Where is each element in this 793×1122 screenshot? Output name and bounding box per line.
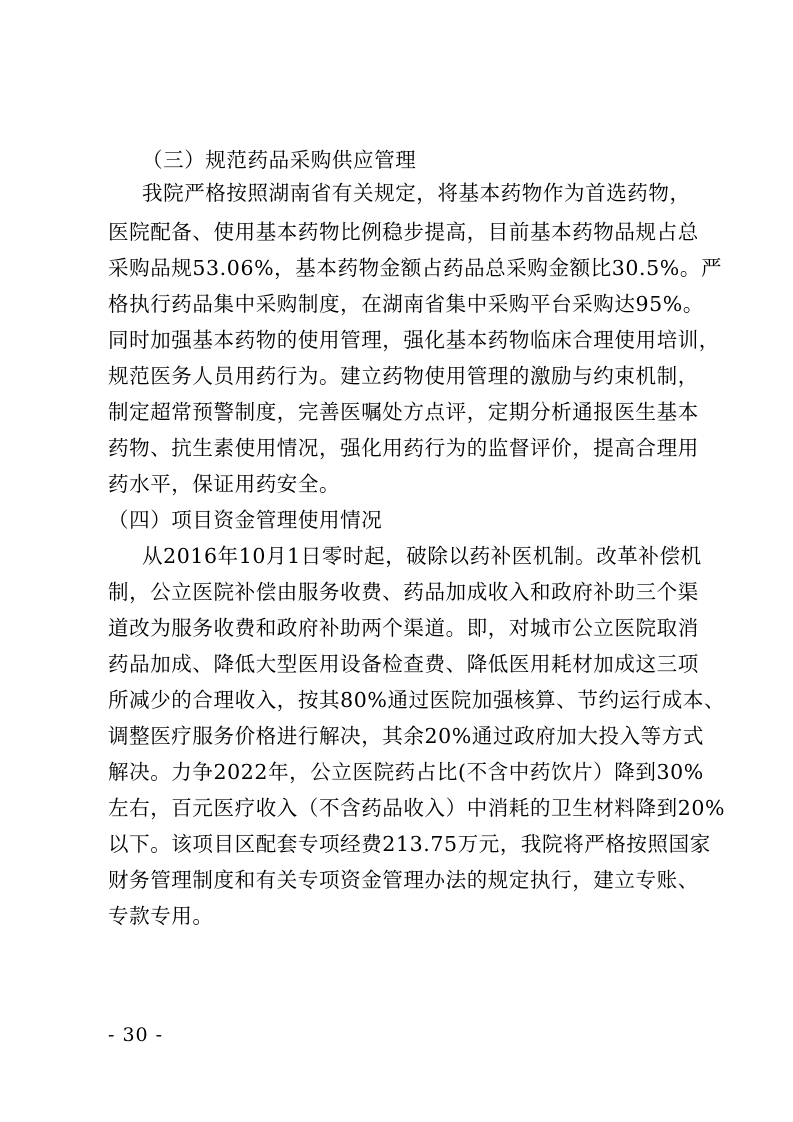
- paragraph-line: 左右，百元医疗收入（不含药品收入）中消耗的卫生材料降到20%: [108, 796, 726, 820]
- paragraph-line: 以下。该项目区配套专项经费213.75万元，我院将严格按照国家: [108, 832, 711, 856]
- paragraph-line: 专款专用。: [108, 904, 214, 928]
- paragraph-line: 采购品规53.06%，基本药物金额占药品总采购金额比30.5%。严: [108, 256, 723, 280]
- paragraph-line: 制定超常预警制度，完善医嘱处方点评，定期分析通报医生基本: [108, 400, 699, 424]
- paragraph-line: 调整医疗服务价格进行解决，其余20%通过政府加大投入等方式: [108, 724, 704, 748]
- paragraph-line: 财务管理制度和有关专项资金管理办法的规定执行，建立专账、: [108, 868, 699, 892]
- paragraph-line: 药品加成、降低大型医用设备检查费、降低医用耗材加成这三项: [108, 652, 699, 676]
- paragraph-line: 道改为服务收费和政府补助两个渠道。即，对城市公立医院取消: [108, 616, 699, 640]
- paragraph-line: 规范医务人员用药行为。建立药物使用管理的激励与约束机制，: [108, 364, 699, 388]
- section-heading-3: （三）规范药品采购供应管理: [142, 148, 417, 172]
- paragraph-line: 格执行药品集中采购制度，在湖南省集中采购平台采购达95%。: [108, 292, 704, 316]
- paragraph-line: 解决。力争2022年，公立医院药占比(不含中药饮片）降到30%: [108, 760, 704, 784]
- section-heading-4: （四）项目资金管理使用情况: [108, 508, 383, 532]
- page-number: - 30 -: [108, 1024, 164, 1046]
- paragraph-line: 医院配备、使用基本药物比例稳步提高，目前基本药物品规占总: [108, 220, 699, 244]
- paragraph-line: 所减少的合理收入，按其80%通过医院加强核算、节约运行成本、: [108, 688, 726, 712]
- paragraph-line: 制，公立医院补偿由服务收费、药品加成收入和政府补助三个渠: [108, 580, 699, 604]
- paragraph-line: 我院严格按照湖南省有关规定，将基本药物作为首选药物，: [142, 181, 691, 205]
- paragraph-line: 药物、抗生素使用情况，强化用药行为的监督评价，提高合理用: [108, 436, 699, 460]
- paragraph-line: 药水平，保证用药安全。: [108, 472, 341, 496]
- paragraph-line: 同时加强基本药物的使用管理，强化基本药物临床合理使用培训，: [108, 328, 720, 352]
- paragraph-line: 从2016年10月1日零时起，破除以药补医机制。改革补偿机: [142, 544, 702, 568]
